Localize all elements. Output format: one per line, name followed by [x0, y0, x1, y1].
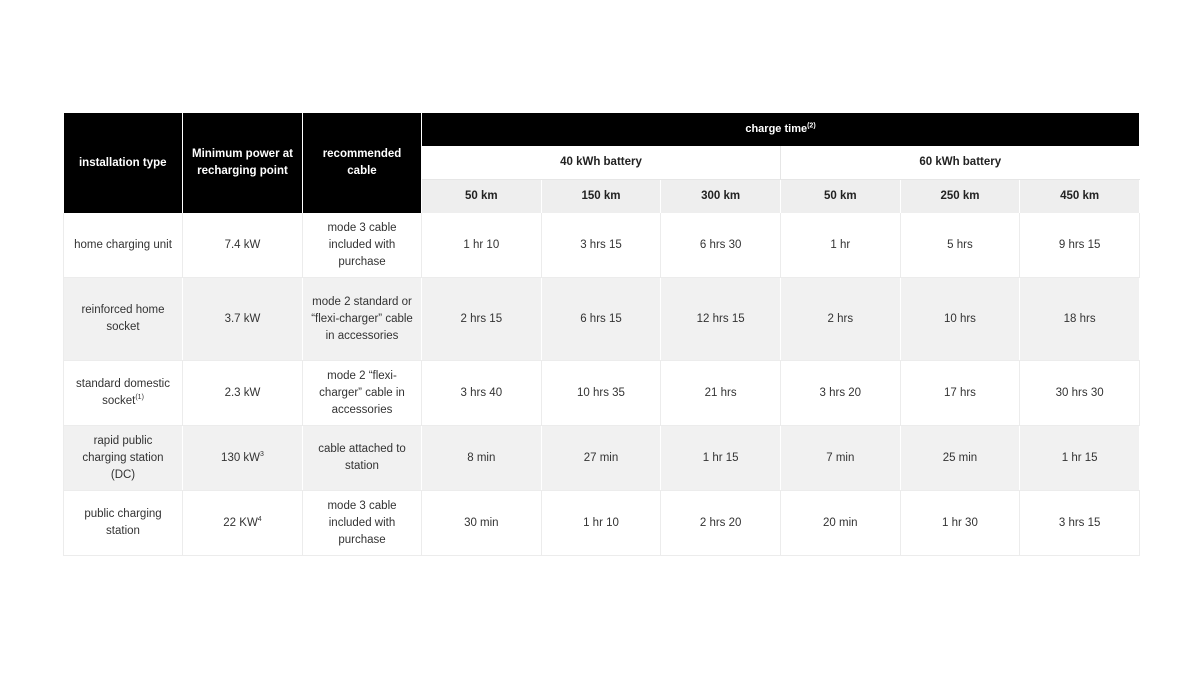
charge-time-cell: 10 hrs 35 [541, 361, 661, 426]
header-battery-60: 60 kWh battery [780, 146, 1139, 180]
installation-type-cell [64, 361, 183, 426]
header-distance: 450 km [1020, 180, 1140, 214]
charge-time-cell: 8 min [422, 426, 542, 491]
charge-time-cell: 30 min [422, 491, 542, 556]
installation-type-cell [64, 213, 183, 278]
charge-time-cell: 1 hr 15 [661, 426, 781, 491]
charge-time-cell: 20 min [780, 491, 900, 556]
power-label: 130 kW [221, 451, 261, 464]
header-minimum-power: Minimum power at recharging point [183, 113, 303, 213]
header-distance: 300 km [661, 180, 781, 214]
installation-type-cell [64, 491, 183, 556]
charge-time-cell: 2 hrs 15 [422, 278, 542, 361]
power-note: 4 [257, 515, 262, 523]
charge-time-cell: 3 hrs 40 [422, 361, 542, 426]
power-cell [183, 426, 303, 491]
table-row [64, 278, 1140, 361]
installation-type-label: public charging station [84, 508, 162, 537]
charging-time-table-container [63, 113, 1139, 556]
header-distance: 50 km [780, 180, 900, 214]
charging-time-table [63, 113, 1140, 556]
cable-cell: mode 3 cable included with purchase [303, 213, 422, 278]
installation-type-label: standard domestic socket [76, 378, 170, 407]
charge-time-cell: 17 hrs [900, 361, 1020, 426]
charge-time-cell: 12 hrs 15 [661, 278, 781, 361]
power-note: 3 [260, 450, 264, 458]
charge-time-cell: 1 hr 10 [541, 491, 661, 556]
charge-time-cell: 2 hrs 20 [661, 491, 781, 556]
charge-time-cell: 10 hrs [900, 278, 1020, 361]
cable-cell: mode 2 “flexi-charger” cable in accessories [303, 361, 422, 426]
power-label: 2.3 kW [224, 386, 261, 399]
charge-time-cell: 3 hrs 15 [541, 213, 661, 278]
cable-cell: cable attached to station [303, 426, 422, 491]
header-charge-time-note: (2) [807, 122, 816, 130]
power-cell [183, 361, 303, 426]
charge-time-cell: 3 hrs 15 [1020, 491, 1140, 556]
installation-type-cell [64, 278, 183, 361]
header-charge-time [422, 113, 1140, 146]
charge-time-cell: 1 hr [780, 213, 900, 278]
header-distance: 50 km [422, 180, 542, 214]
power-cell [183, 491, 303, 556]
charge-time-cell: 2 hrs [780, 278, 900, 361]
power-label: 22 KW [223, 516, 258, 529]
table-row [64, 426, 1140, 491]
power-cell [183, 278, 303, 361]
charge-time-cell: 1 hr 10 [422, 213, 542, 278]
header-installation-type: installation type [64, 113, 183, 213]
table-row [64, 491, 1140, 556]
installation-type-label: rapid public charging station (DC) [82, 434, 164, 481]
installation-type-cell [64, 426, 183, 491]
header-distance: 150 km [541, 180, 661, 214]
installation-type-label: home charging unit [74, 238, 172, 251]
header-distance: 250 km [900, 180, 1020, 214]
power-cell [183, 213, 303, 278]
power-label: 3.7 kW [224, 312, 261, 325]
table-body [64, 213, 1140, 556]
table-row [64, 361, 1140, 426]
charge-time-cell: 27 min [541, 426, 661, 491]
charge-time-cell: 6 hrs 15 [541, 278, 661, 361]
charge-time-cell: 6 hrs 30 [661, 213, 781, 278]
installation-type-label: reinforced home socket [81, 304, 165, 333]
installation-type-note: (1) [135, 394, 144, 402]
charge-time-cell: 25 min [900, 426, 1020, 491]
charge-time-cell: 3 hrs 20 [780, 361, 900, 426]
header-battery-40: 40 kWh battery [422, 146, 781, 180]
charge-time-cell: 30 hrs 30 [1020, 361, 1140, 426]
table-header [64, 113, 1140, 213]
charge-time-cell: 1 hr 15 [1020, 426, 1140, 491]
charge-time-cell: 21 hrs [661, 361, 781, 426]
charge-time-cell: 7 min [780, 426, 900, 491]
header-recommended-cable: recommended cable [303, 113, 422, 213]
charge-time-cell: 9 hrs 15 [1020, 213, 1140, 278]
cable-cell: mode 3 cable included with purchase [303, 491, 422, 556]
header-charge-time-label: charge time [745, 123, 808, 135]
charge-time-cell: 1 hr 30 [900, 491, 1020, 556]
table-row [64, 213, 1140, 278]
charge-time-cell: 18 hrs [1020, 278, 1140, 361]
cable-cell: mode 2 standard or “flexi-charger” cable in accessories [303, 278, 422, 361]
charge-time-cell: 5 hrs [900, 213, 1020, 278]
power-label: 7.4 kW [224, 238, 261, 251]
